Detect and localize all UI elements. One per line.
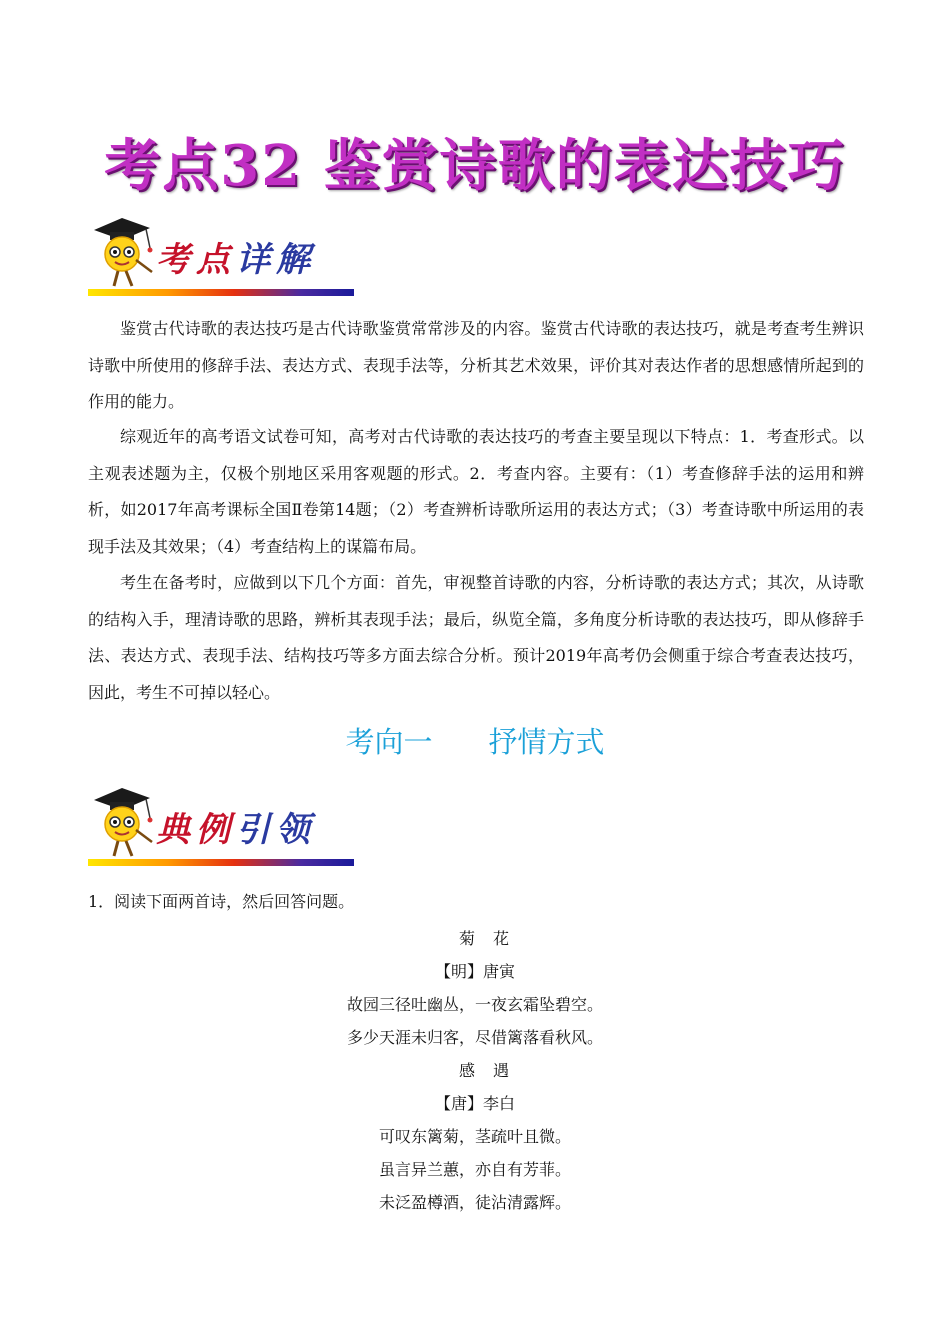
poem-title: 感遇 (458, 1061, 527, 1080)
paragraph-1: 鉴赏古代诗歌的表达技巧是古代诗歌鉴赏常常涉及的内容。鉴赏古代诗歌的表达技巧，就是考查考生辨识诗歌中所使用的修辞手法、表达方式、表现手法等，分析其艺术效果，评价其对表达作者的思想感情所起到的作用的能力。 (88, 319, 864, 411)
question-prompt: 1．阅读下面两首诗，然后回答问题。 (88, 892, 355, 911)
mascot-graduate-icon (88, 214, 158, 290)
section-header-dianli (88, 784, 358, 866)
section-underline (88, 859, 354, 866)
poem-line: 未泛盈樽酒，徒沾清露辉。 (378, 1193, 571, 1212)
section-label: 典例引领 (156, 810, 316, 850)
poem-author: 【唐】李白 (434, 1094, 515, 1113)
poem-line: 可叹东篱菊，茎疏叶且微。 (378, 1127, 571, 1146)
paragraph-3: 考生在备考时，应做到以下几个方面：首先，审视整首诗歌的内容，分析诗歌的表达方式；其次，从诗歌的结构入手，理清诗歌的思路，辨析其表现手法；最后，纵览全篇，多角度分析诗歌的表达技巧，即从修辞手法、表达方式、表现手法、结构技巧等多方面去综合分析。预计2019年高考仍会侧重于综合考查表达技巧，因此，考生不可掉以轻心。 (88, 573, 864, 702)
kaoxiang-number: 考向一 (345, 725, 433, 759)
section-underline (88, 289, 354, 296)
poem-author: 【明】唐寅 (434, 962, 515, 981)
paragraph-2: 综观近年的高考语文试卷可知，高考对古代诗歌的表达技巧的考查主要呈现以下特点：1．考查形式。以主观表述题为主，仅极个别地区采用客观题的形式。2．考查内容。主要有：（1）考查修辞手法的运用和辨析，如2017年高考课标全国Ⅱ卷第14题；（2）考查辨析诗歌所运用的表达方式；（3）考查诗歌中所运用的表现手法及其效果；（4）考查结构上的谋篇布局。 (88, 427, 864, 556)
page-title: 考点32 鉴赏诗歌的表达技巧 (104, 133, 846, 199)
kaoxiang-topic: 抒情方式 (488, 725, 605, 759)
kaoxiang-heading (0, 720, 950, 761)
poem-line: 故园三径吐幽丛，一夜玄霜坠碧空。 (346, 995, 603, 1014)
poem-title: 菊花 (458, 929, 527, 948)
section-header-kaodian (88, 214, 358, 296)
section-label: 考点详解 (156, 240, 316, 280)
mascot-graduate-icon (88, 784, 158, 860)
poem-line: 虽言异兰蕙，亦自有芳菲。 (378, 1160, 571, 1179)
poem-line: 多少天涯未归客，尽借篱落看秋风。 (346, 1028, 603, 1047)
